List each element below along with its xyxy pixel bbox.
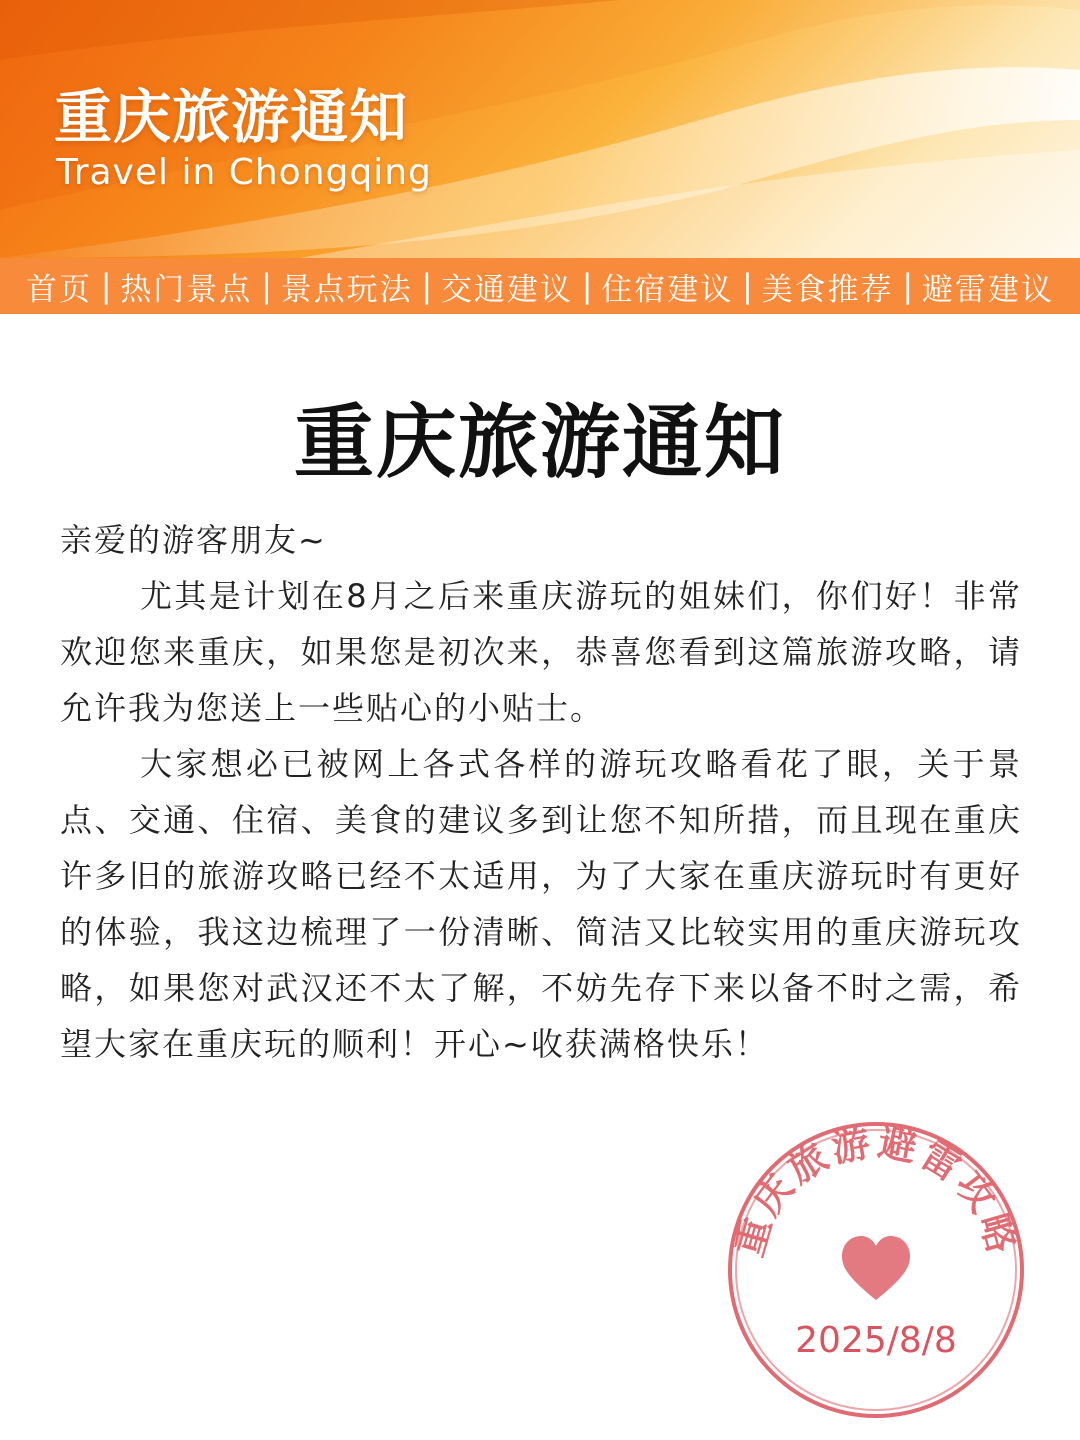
nav-divider: | xyxy=(742,267,753,305)
nav-divider: | xyxy=(421,267,433,305)
nav-bar xyxy=(0,258,1080,314)
article-paragraph: 大家想必已被网上各式各样的游玩攻略看花了眼，关于景点、交通、住宿、美食的建议多到让您不知所措，而且现在重庆许多旧的旅游攻略已经不太适用，为了大家在重庆游玩时有更好的体验，我这边梳理了一份清晰、简洁又比较实用的重庆游玩攻略，如果您对武汉还不太了解，不妨先存下来以备不时之需，希望大家在重庆玩的顺利！开心~收获满格快乐！ xyxy=(60,745,1022,1063)
header-banner xyxy=(0,0,1080,258)
article-body xyxy=(60,512,1022,1072)
article-greeting: 亲爱的游客朋友~ xyxy=(60,521,327,559)
nav-divider: | xyxy=(100,267,112,305)
nav-item-food[interactable]: 美食推荐 xyxy=(761,271,894,308)
banner-subtitle: Travel in Chongqing xyxy=(56,152,432,193)
nav-item-sight-guides[interactable]: 景点玩法 xyxy=(280,271,413,308)
nav-item-home[interactable]: 首页 xyxy=(26,271,92,308)
stamp-arc-text: 重庆旅游避雷攻略 xyxy=(726,1119,1026,1262)
nav-item-pitfalls[interactable]: 避雷建议 xyxy=(921,271,1054,308)
seal-stamp xyxy=(724,1118,1028,1422)
nav-item-transport[interactable]: 交通建议 xyxy=(440,271,573,308)
nav-item-lodging[interactable]: 住宿建议 xyxy=(601,271,734,308)
nav-divider: | xyxy=(261,267,272,305)
nav-divider: | xyxy=(581,267,593,305)
article-title: 重庆旅游通知 xyxy=(294,396,786,489)
heart-icon xyxy=(842,1236,910,1300)
banner-title: 重庆旅游通知 xyxy=(54,83,409,151)
article-paragraph: 尤其是计划在8月之后来重庆游玩的姐妹们，你们好！非常欢迎您来重庆，如果您是初次来，恭喜您看到这篇旅游攻略，请允许我为您送上一些贴心的小贴士。 xyxy=(60,577,1022,727)
seal-stamp-graphic xyxy=(724,1118,1028,1422)
stamp-date: 2025/8/8 xyxy=(795,1320,957,1361)
nav-item-popular-sights[interactable]: 热门景点 xyxy=(120,271,253,308)
nav-divider: | xyxy=(902,267,914,305)
